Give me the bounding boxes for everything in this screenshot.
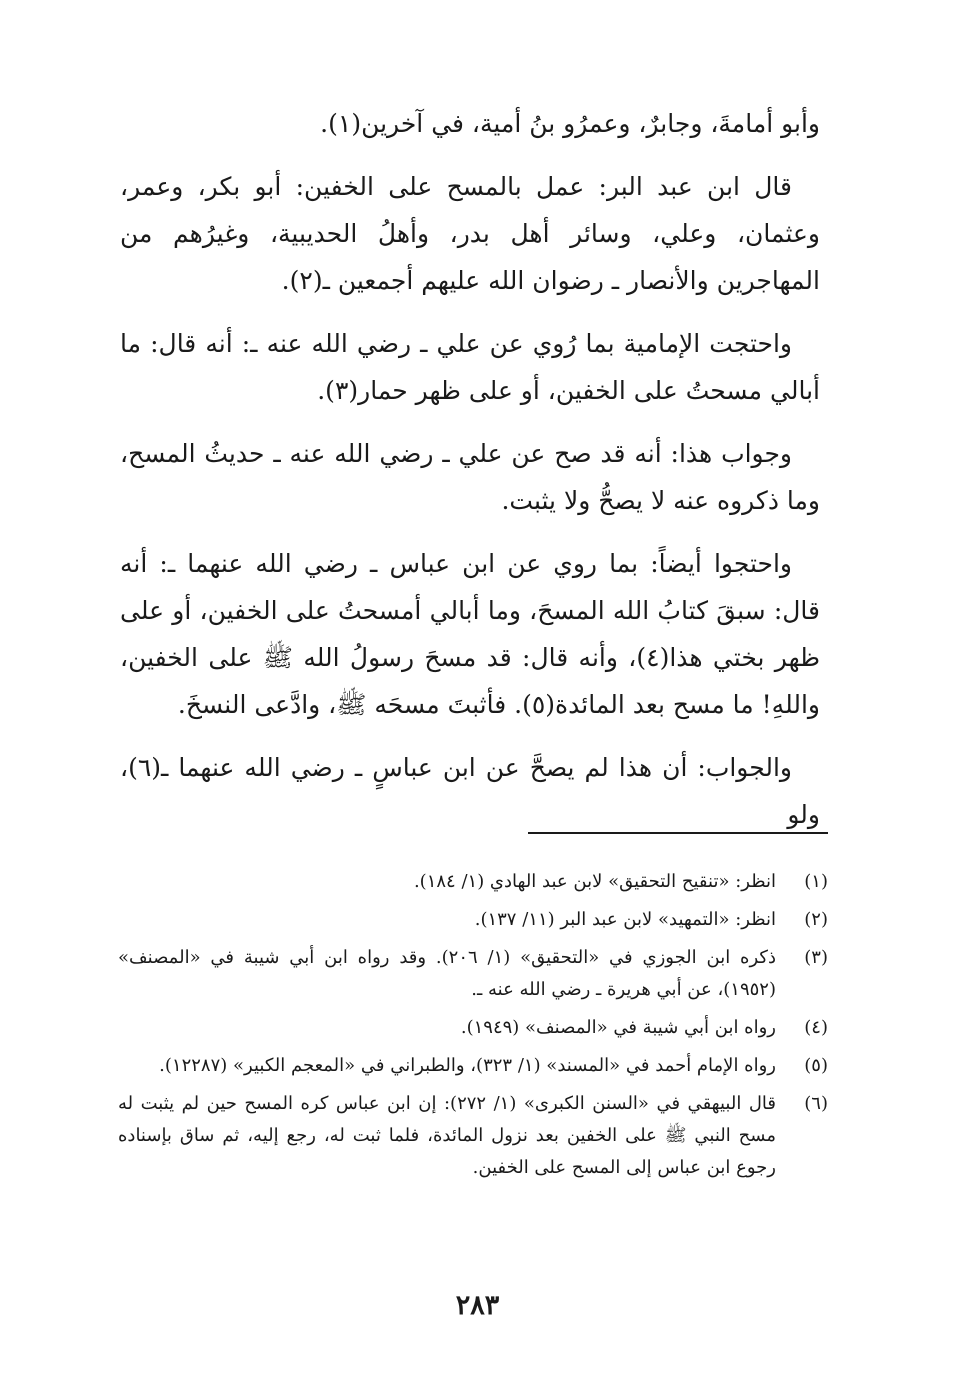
footnote-text: قال البيهقي في «السنن الكبرى» (١/ ٢٧٢): إن ابن عباس كره المسح حين لم يثبت له مسح النبي ﷺ على الخفين بعد نزول المائدة، فلما ثبت له، رجع إليه، ثم ساق بإسناده رجوع ابن عباس إلى المسح على الخفين.: [118, 1093, 776, 1178]
footnote-item: [118, 942, 828, 1006]
paragraph: وجواب هذا: أنه قد صح عن علي ـ رضي الله عنه ـ حديثُ المسح، وما ذكروه عنه لا يصحُّ ولا يثبت.: [120, 439, 820, 515]
paragraph: واحتجت الإمامية بما رُوي عن علي ـ رضي الله عنه ـ: أنه قال: ما أبالي مسحتُ على الخفين، أو على ظهر حمار(٣).: [120, 329, 820, 405]
footnote-divider: [528, 832, 828, 834]
footnote-item: [118, 1088, 828, 1184]
paragraph: قال ابن عبد البر: عمل بالمسح على الخفين: أبو بكر، وعمر، وعثمان، وعلي، وسائر أهل بدر، وأهلُ الحديبية، وغيرُهم من المهاجرين والأنصار ـ رضوان الله عليهم أجمعين ـ(٢).: [120, 172, 820, 295]
footnotes: [118, 866, 828, 1190]
footnote-text: ذكره ابن الجوزي في «التحقيق» (١/ ٢٠٦). وقد رواه ابن أبي شيبة في «المصنف» (١٩٥٢)، عن أبي هريرة ـ رضي الله عنه ـ.: [118, 947, 776, 1000]
footnote-number: (١): [804, 871, 828, 892]
footnote-text: انظر: «تنقيح التحقيق» لابن عبد الهادي (١/ ١٨٤).: [413, 871, 776, 892]
footnote-item: [118, 904, 828, 936]
paragraph: والجواب: أن هذا لم يصحَّ عن ابن عباسٍ ـ رضي الله عنهما ـ(٦)، ولو: [120, 753, 820, 829]
footnote-item: [118, 866, 828, 898]
page-number: ٢٨٣: [455, 1290, 500, 1321]
footnote-number: (٣): [804, 947, 828, 968]
footnote-text: انظر: «التمهيد» لابن عبد البر (١١/ ١٣٧).: [474, 909, 776, 930]
footnote-text: رواه ابن أبي شيبة في «المصنف» (١٩٤٩).: [460, 1017, 776, 1038]
main-text: [120, 100, 820, 854]
footnote-item: [118, 1050, 828, 1082]
footnote-text: رواه الإمام أحمد في «المسند» (١/ ٣٢٣)، والطبراني في «المعجم الكبير» (١٢٢٨٧).: [159, 1055, 776, 1076]
footnote-number: (٥): [804, 1055, 828, 1076]
footnote-item: [118, 1012, 828, 1044]
paragraph: وأبو أمامةَ، وجابرٌ، وعمرُو بنُ أمية، في آخرين(١).: [320, 109, 820, 138]
footnote-number: (٦): [804, 1093, 828, 1114]
footnote-number: (٤): [804, 1017, 828, 1038]
paragraph: واحتجوا أيضاً: بما روي عن ابن عباس ـ رضي الله عنهما ـ: أنه قال: سبقَ كتابُ الله المسحَ، وما أبالي أمسحتُ على الخفين، أو على ظهر بختي هذا(٤)، وأنه قال: قد مسحَ رسولُ الله ﷺ على الخفين، واللهِ! ما مسح بعد المائدة(٥). فأثبتَ مسحَه ﷺ، وادَّعى النسخَ.: [120, 549, 820, 719]
footnote-number: (٢): [804, 909, 828, 930]
